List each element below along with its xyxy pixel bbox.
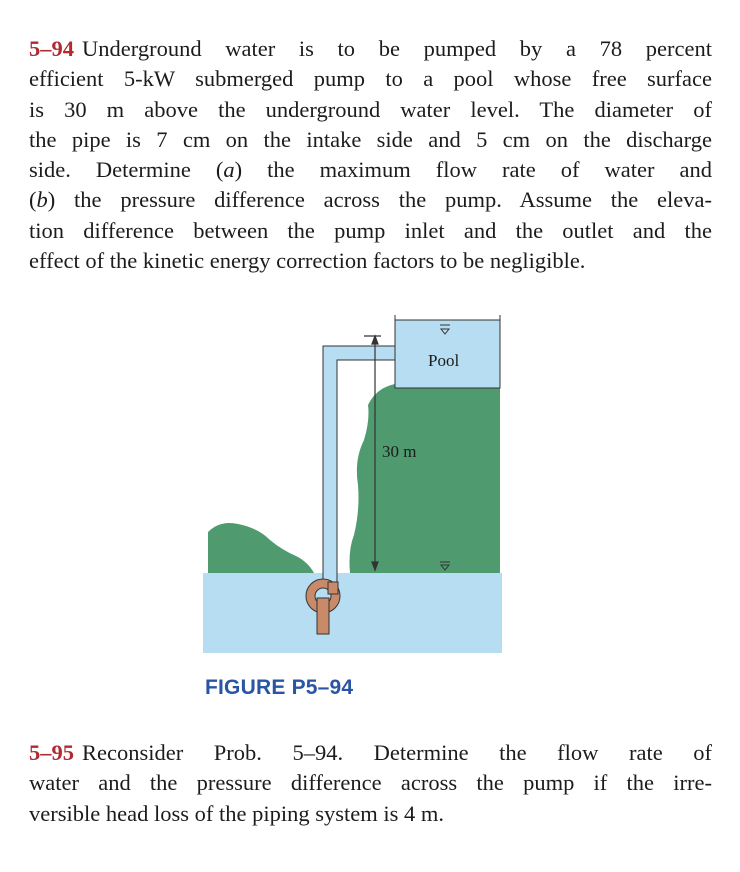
- problem-line: tion difference between the pump inlet and the outlet and the: [29, 217, 712, 243]
- problem-line: water and the pressure difference across the pump if the irre-: [29, 770, 712, 796]
- underground-water: [203, 573, 502, 653]
- right-hill: [350, 380, 501, 573]
- problem-line: is 30 m above the underground water level. The diameter of: [29, 96, 712, 122]
- problem-line: 5–95 Reconsider Prob. 5–94. Determine the flow rate of: [29, 740, 712, 765]
- figure-caption: FIGURE P5–94: [205, 676, 354, 699]
- problem-line: (b) the pressure difference across the pump. Assume the eleva-: [29, 187, 712, 213]
- problem-line: side. Determine (a) the maximum flow rate of water and: [29, 157, 712, 183]
- problem-line: effect of the kinetic energy correction factors to be negligible.: [29, 248, 586, 274]
- problem-line: versible head loss of the piping system is 4 m.: [29, 800, 444, 826]
- problem-number: 5–95: [29, 740, 74, 765]
- problem-line: 5–94 Underground water is to be pumped by a 78 percent: [29, 36, 712, 61]
- left-hill: [208, 523, 314, 573]
- problem-number: 5–94: [29, 36, 74, 61]
- height-label: 30 m: [382, 442, 417, 461]
- pump-figure: [200, 300, 510, 660]
- problem-5-95: [29, 738, 712, 829]
- pool-label: Pool: [428, 351, 460, 370]
- problem-line: the pipe is 7 cm on the intake side and 5 cm on the discharge: [29, 126, 712, 152]
- problem-5-94: [29, 34, 712, 276]
- problem-line: efficient 5-kW submerged pump to a pool whose free surface: [29, 66, 712, 92]
